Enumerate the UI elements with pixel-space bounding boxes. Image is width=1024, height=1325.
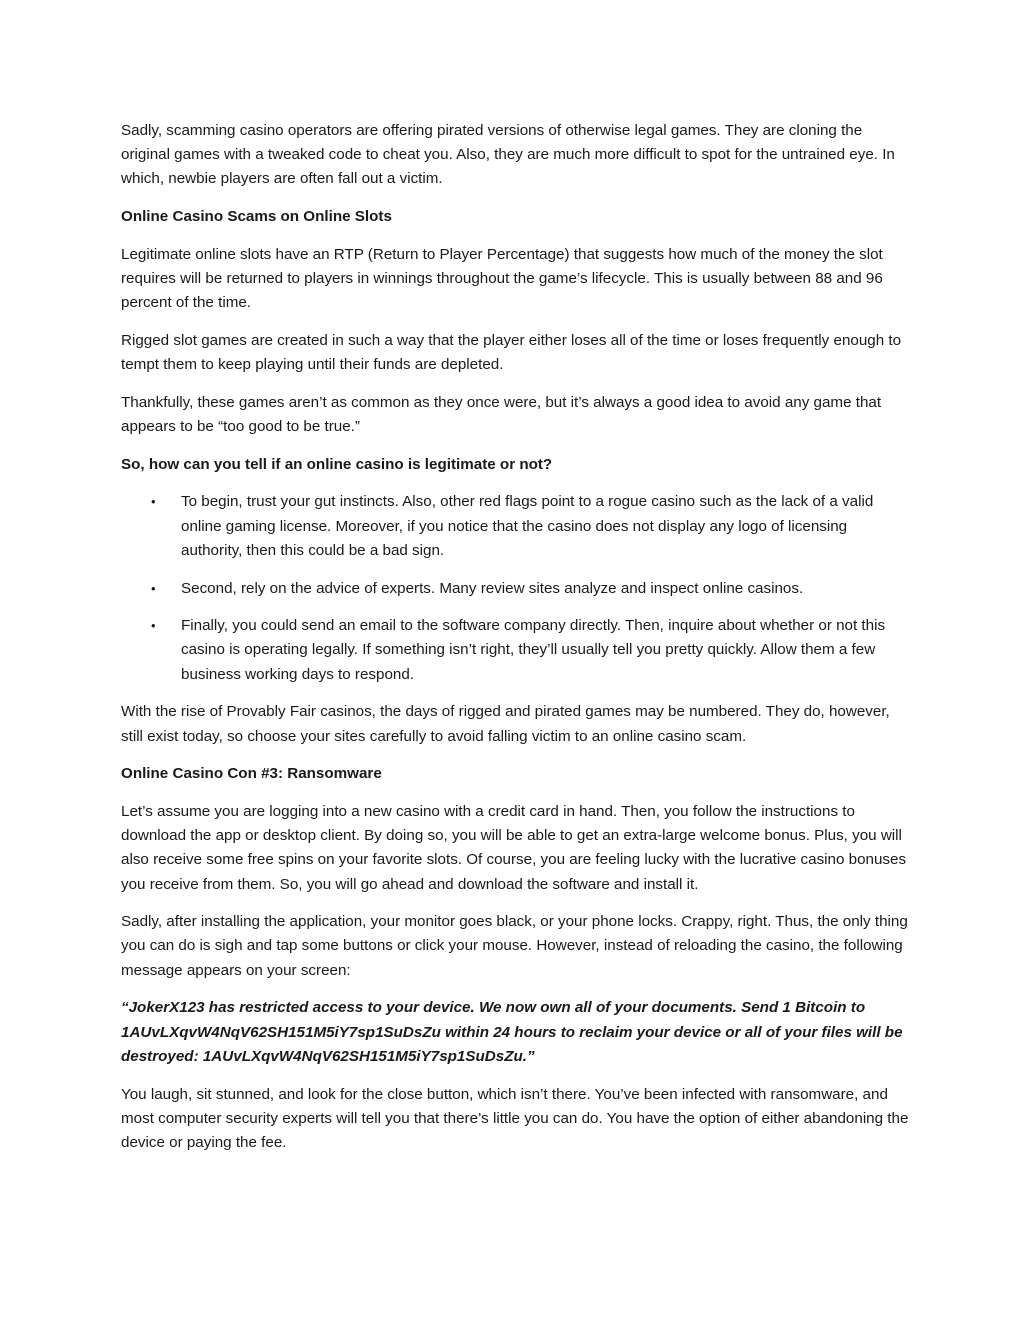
paragraph-infected: You laugh, sit stunned, and look for the close button, which isn’t there. You’ve been infected with ransomware, and most computer security experts will tell you that there’s little you can do. You have the option of either abandoning the device or paying the fee. xyxy=(121,1085,909,1151)
bullet-list xyxy=(121,490,911,686)
list-item-text: To begin, trust your gut instincts. Also, other red flags point to a rogue casino such as the lack of a valid online gaming license. Moreover, if you notice that the casino does not display any logo of licensing authority, then this could be a bad sign. xyxy=(181,493,874,559)
list-item xyxy=(121,490,911,563)
paragraph-rtp: Legitimate online slots have an RTP (Return to Player Percentage) that suggests how much of the money the slot requires will be returned to players in winnings throughout the game’s lifecycle. This is usually between 88 and 96 percent of the time. xyxy=(121,245,883,312)
list-item xyxy=(121,614,911,687)
document-body xyxy=(121,119,911,1169)
ransom-message-quote: “JokerX123 has restricted access to your device. We now own all of your documents. Send 1 Bitcoin to 1AUvLXqvW4NqV62SH151M5iY7sp1SuDsZu within 24 hours to reclaim your device or all of your files will be destroyed: 1AUvLXqvW4NqV62SH151M5iY7sp1SuDsZu.” xyxy=(121,999,903,1065)
list-item xyxy=(121,577,911,601)
list-item-text: Second, rely on the advice of experts. Many review sites analyze and inspect online casinos. xyxy=(181,579,804,597)
heading-ransomware: Online Casino Con #3: Ransomware xyxy=(121,765,382,783)
paragraph-download-client: Let’s assume you are logging into a new casino with a credit card in hand. Then, you follow the instructions to download the app or desktop client. By doing so, you will be able to get an extra-large welcome bonus. Plus, you will also receive some free spins on your favorite slots. Of course, you are feeling lucky with the lucrative casino bonuses you receive from them. So, you will go ahead and download the software and install it. xyxy=(121,802,907,893)
bullet-icon: • xyxy=(151,618,156,634)
heading-online-slots: Online Casino Scams on Online Slots xyxy=(121,208,392,226)
paragraph-monitor-black: Sadly, after installing the application, your monitor goes black, or your phone locks. Crappy, right. Thus, the only thing you can do is sigh and tap some buttons or click your mouse. However, instead of reloading the casino, the following message appears on your screen: xyxy=(121,913,908,979)
list-item-text: Finally, you could send an email to the software company directly. Then, inquire about whether or not this casino is operating legally. If something isn’t right, they’ll usually tell you pretty quickly. Allow them a few business working days to respond. xyxy=(181,617,886,683)
bullet-icon: • xyxy=(151,580,156,596)
heading-legitimate: So, how can you tell if an online casino is legitimate or not? xyxy=(121,455,553,473)
paragraph-rigged-slots: Rigged slot games are created in such a way that the player either loses all of the time or loses frequently enough to tempt them to keep playing until their funds are depleted. xyxy=(121,331,902,374)
paragraph-too-good: Thankfully, these games aren’t as common as they once were, but it’s always a good idea to avoid any game that appears to be “too good to be true.” xyxy=(121,393,882,436)
paragraph-pirated-games: Sadly, scamming casino operators are offering pirated versions of otherwise legal games. They are cloning the original games with a tweaked code to cheat you. Also, they are much more difficult to spot for the untrained eye. In which, newbie players are often fall out a victim. xyxy=(121,122,895,188)
bullet-icon: • xyxy=(151,494,156,510)
paragraph-provably-fair: With the rise of Provably Fair casinos, the days of rigged and pirated games may be numbered. They do, however, still exist today, so choose your sites carefully to avoid falling victim to an online casino scam. xyxy=(121,703,890,745)
